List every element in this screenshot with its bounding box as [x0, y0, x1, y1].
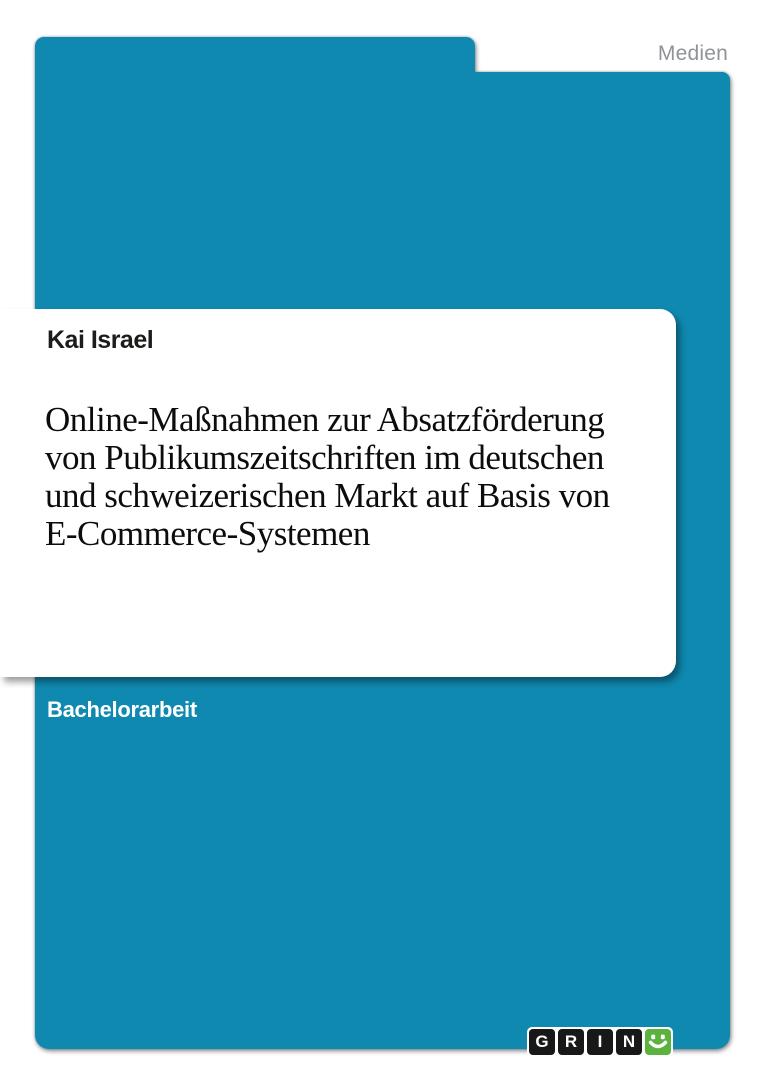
- title-line-3: und schweizerischen Markt auf Basis von: [45, 476, 610, 515]
- grin-logo-smiley-tile: [645, 1029, 671, 1055]
- title-line-4: E-Commerce-Systemen: [45, 514, 370, 553]
- grin-logo-letter-n: N: [616, 1029, 642, 1055]
- smiley-icon: [645, 1029, 671, 1055]
- category-label: Medien: [657, 42, 728, 65]
- grin-logo-letter-r: R: [558, 1029, 584, 1055]
- author-name: Kai Israel: [47, 326, 154, 354]
- grin-logo-letter-i: I: [587, 1029, 613, 1055]
- thesis-title: [45, 401, 663, 553]
- title-line-2: von Publikumszeitschriften im deutschen: [45, 438, 604, 477]
- grin-logo-letter-g: G: [529, 1029, 555, 1055]
- grin-logo: [527, 1027, 673, 1057]
- document-type-label: Bachelorarbeit: [47, 697, 197, 722]
- title-card: [0, 309, 676, 677]
- title-line-1: Online-Maßnahmen zur Absatzförderung: [45, 400, 605, 439]
